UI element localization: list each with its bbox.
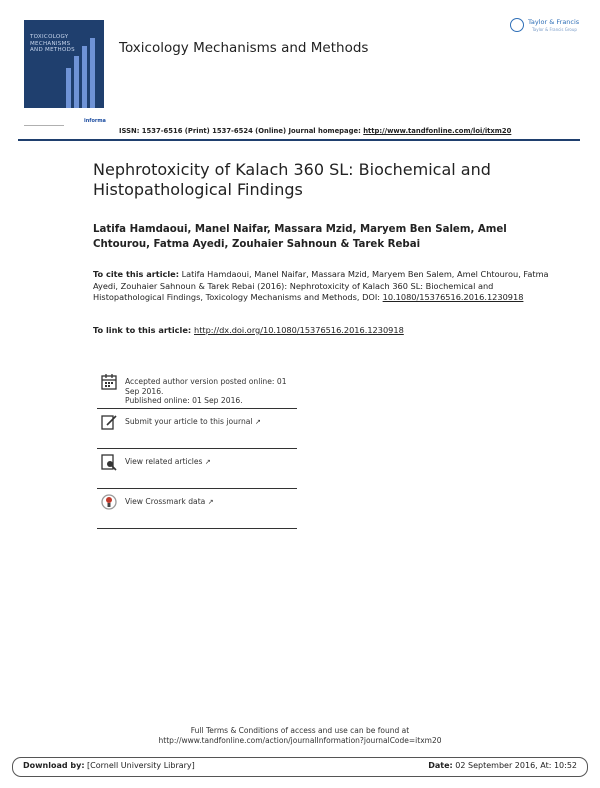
publication-dates-row [97, 373, 297, 409]
cover-title-line: MECHANISMS [30, 40, 71, 47]
article-link-block [93, 325, 563, 335]
terms-url[interactable]: http://www.tandfonline.com/action/journalInformation?journalCode=itxm20 [158, 736, 442, 745]
journal-cover-image [24, 20, 104, 108]
logo-line1: Taylor & Francis [528, 18, 580, 26]
cover-stripe [90, 38, 95, 108]
header-divider [18, 139, 580, 141]
taylor-francis-logo[interactable] [510, 16, 580, 40]
journal-homepage-link[interactable]: http://www.tandfonline.com/loi/itxm20 [363, 127, 512, 135]
divider [97, 528, 297, 529]
downloaded-by-label: Download by: [23, 761, 85, 770]
logo-circle-icon [510, 18, 524, 32]
cover-stripe [82, 46, 87, 108]
crossmark-row[interactable] [97, 493, 297, 529]
crossmark-link[interactable]: View Crossmark data [125, 497, 206, 506]
cover-title-line: AND METHODS [30, 47, 75, 53]
accepted-date: Accepted author version posted online: 01 Sep 2016. [125, 377, 287, 396]
download-date [428, 761, 577, 770]
logo-line2: Taylor & Francis Group [532, 27, 577, 32]
link-label: To link to this article: [93, 325, 194, 335]
edit-document-icon [101, 413, 117, 431]
divider [24, 125, 64, 126]
submit-article-link[interactable]: Submit your article to this journal [125, 417, 253, 426]
published-date: Published online: 01 Sep 2016. [125, 396, 243, 405]
divider [97, 448, 297, 449]
download-info-bar [12, 757, 588, 777]
external-link-icon: ↗ [254, 418, 261, 426]
related-articles-text [125, 457, 297, 468]
article-authors: Latifa Hamdaoui, Manel Naifar, Massara Mzid, Maryem Ben Salem, Amel Chtourou, Fatma Ayedi, Zouhaier Sahnoun & Tarek Rebai [93, 224, 507, 250]
citation-text: Latifa Hamdaoui, Manel Naifar, Massara Mzid, Maryem Ben Salem, Amel Chtourou, Fatma Ayedi, Zouhaier Sahnoun & Tarek Rebai (2016): Nephrotoxicity of Kalach 360 SL: Biochemical and Histopathological Findings, Toxicology Mechanisms and Methods, DOI: [93, 269, 549, 302]
downloaded-by-value: [Cornell University Library] [84, 761, 195, 770]
publication-dates [125, 377, 297, 406]
informa-logo: informa [84, 118, 106, 124]
cover-stripe [74, 56, 79, 108]
cover-stripe [66, 68, 71, 108]
divider [97, 488, 297, 489]
related-articles-icon [101, 453, 117, 471]
issn-text: ISSN: 1537-6516 (Print) 1537-6524 (Online) Journal homepage: [119, 127, 364, 135]
submit-article-text [125, 417, 297, 428]
related-articles-link[interactable]: View related articles [125, 457, 203, 466]
cover-title [30, 34, 75, 54]
cover-title-line: TOXICOLOGY [30, 34, 69, 40]
external-link-icon: ↗ [204, 458, 211, 466]
downloaded-by [23, 761, 195, 770]
journal-title: Toxicology Mechanisms and Methods [119, 40, 369, 56]
article-doi-url[interactable]: http://dx.doi.org/10.1080/15376516.2016.1230918 [194, 325, 404, 335]
crossmark-icon [101, 493, 117, 511]
terms-line1: Full Terms & Conditions of access and use can be found at [190, 726, 410, 735]
article-title: Nephrotoxicity of Kalach 360 SL: Biochemical and Histopathological Findings [93, 160, 491, 199]
doi-link[interactable]: 10.1080/15376516.2016.1230918 [382, 292, 524, 302]
issn-line [119, 127, 511, 135]
related-articles-row[interactable] [97, 453, 297, 489]
external-link-icon: ↗ [207, 498, 214, 506]
submit-article-row[interactable] [97, 413, 297, 449]
download-date-label: Date: [428, 761, 453, 770]
divider [97, 408, 297, 409]
calendar-icon [101, 373, 117, 391]
crossmark-text [125, 497, 297, 508]
terms-footer [0, 726, 600, 746]
citation-block [93, 269, 563, 304]
cover-footer-strip [24, 112, 104, 130]
download-date-value: 02 September 2016, At: 10:52 [452, 761, 577, 770]
citation-label: To cite this article: [93, 269, 179, 279]
